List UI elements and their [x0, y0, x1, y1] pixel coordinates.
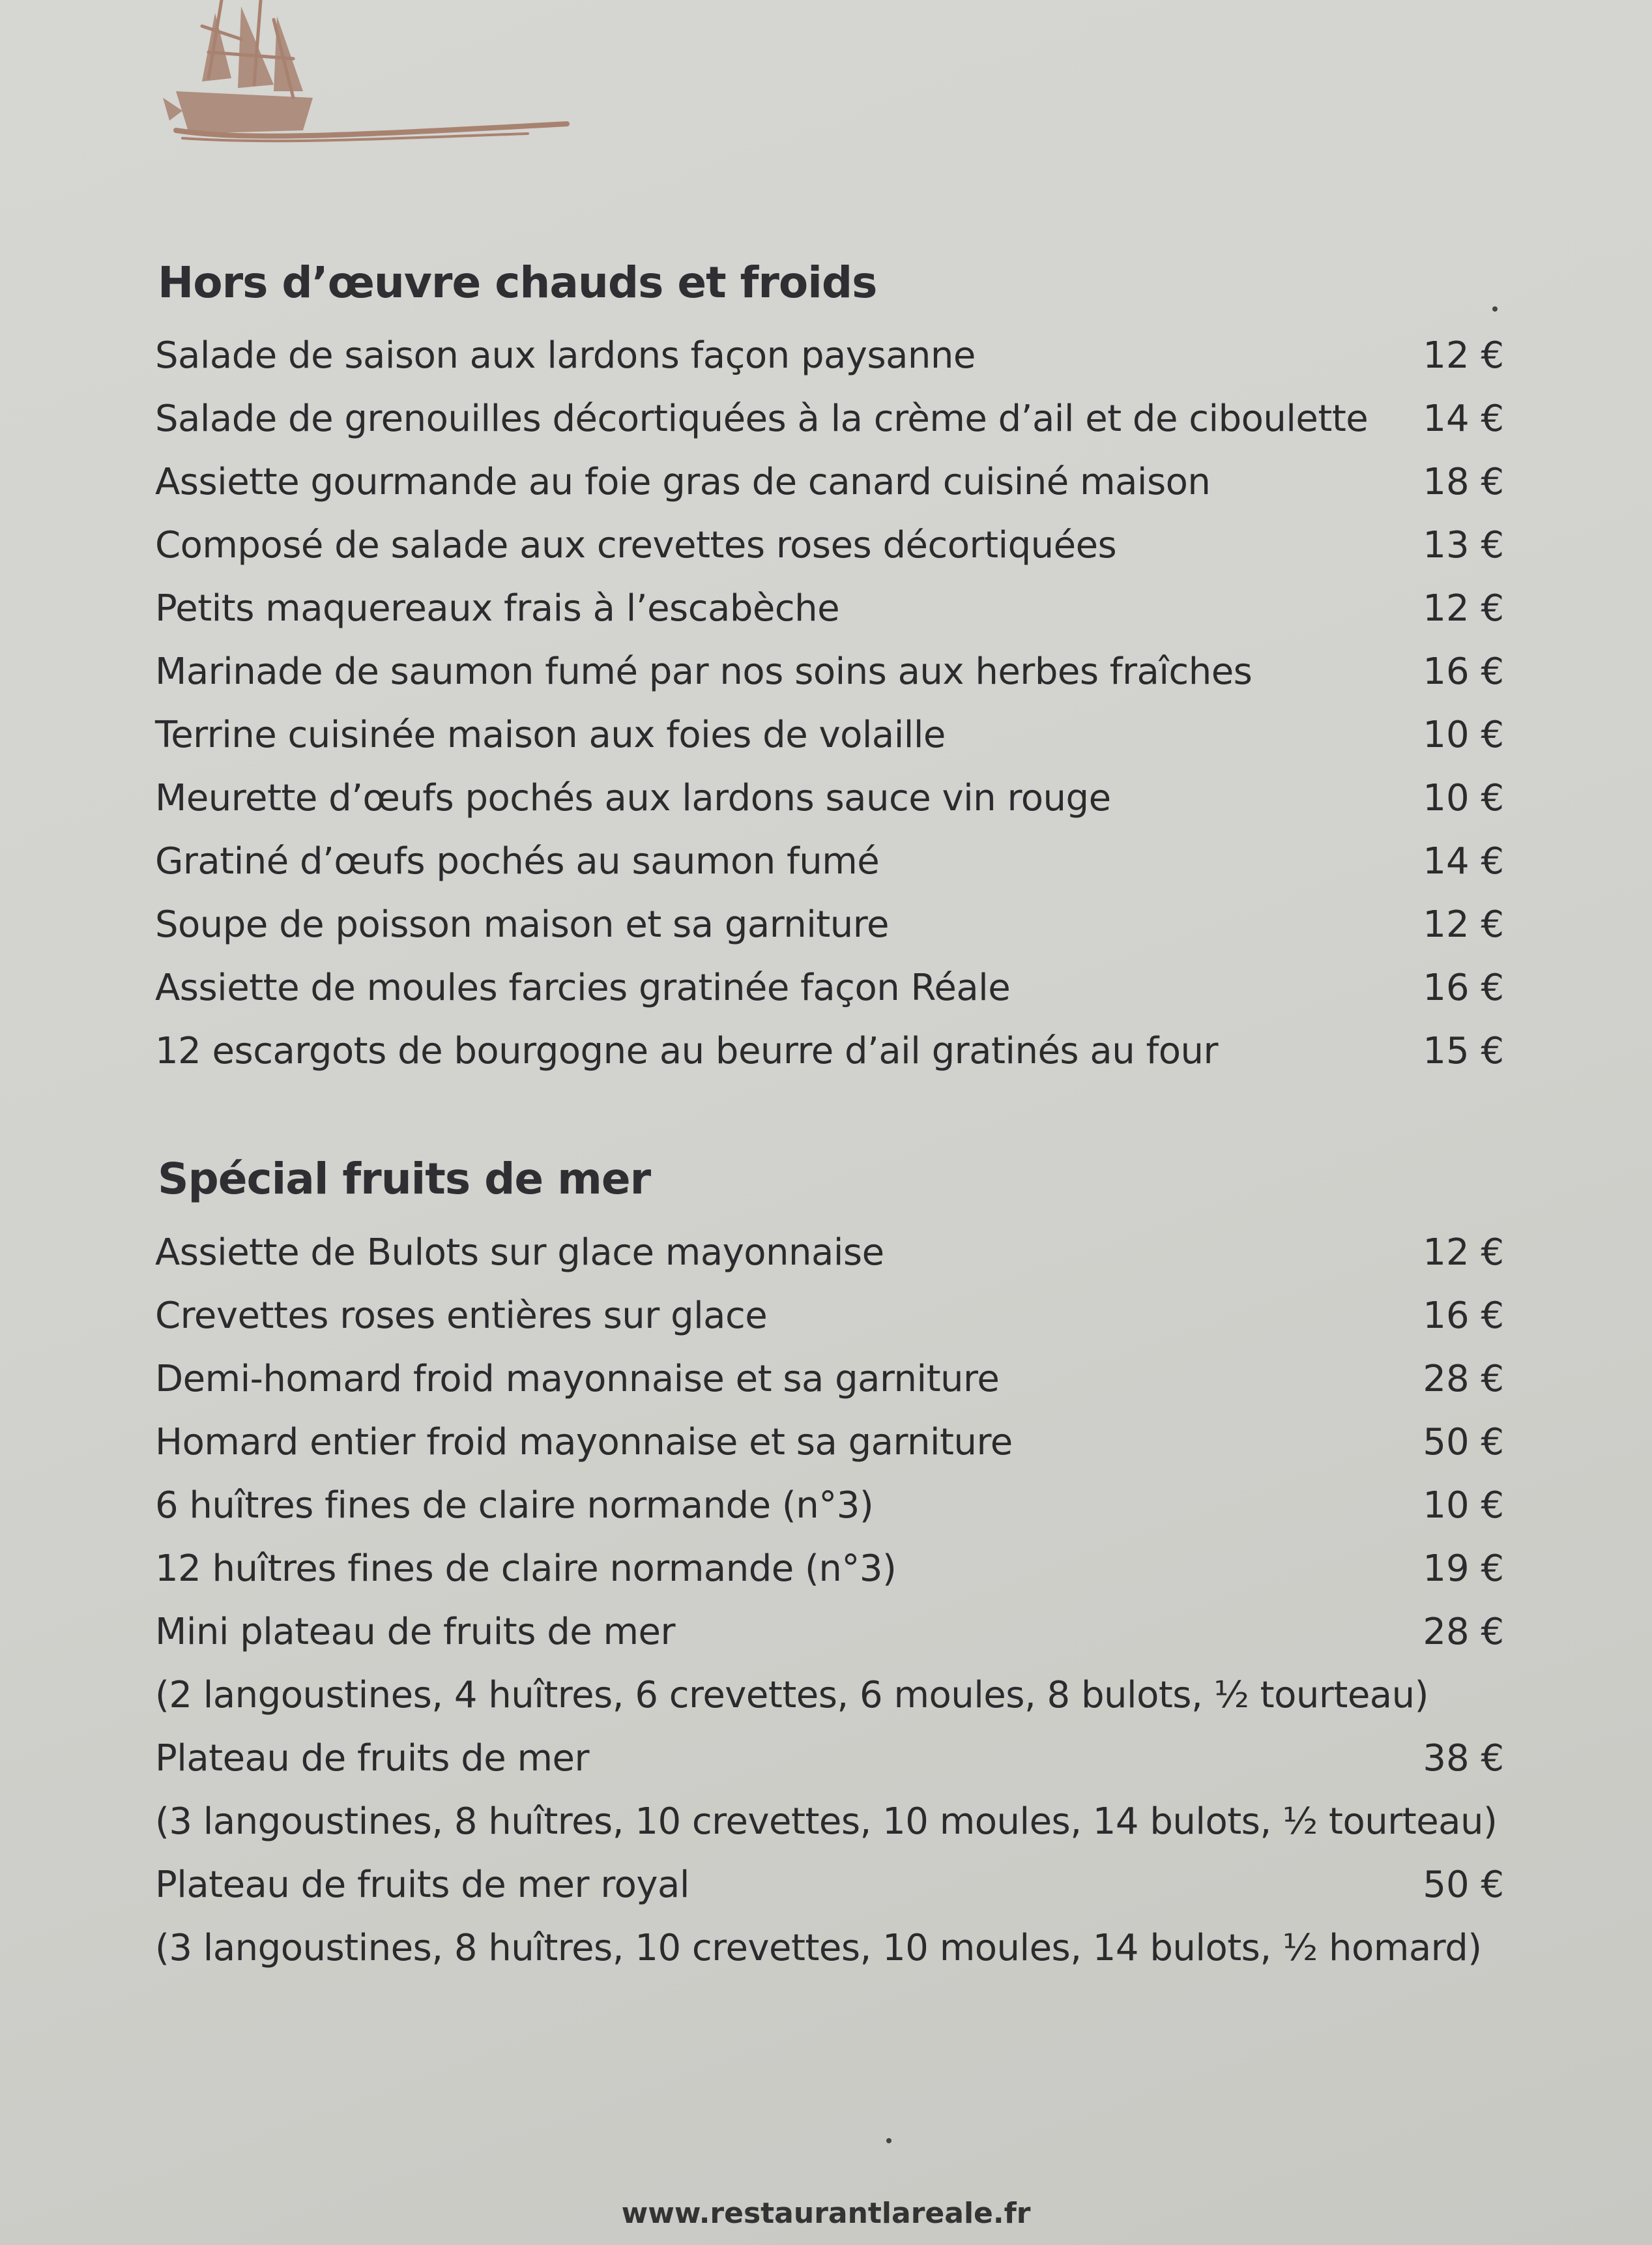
menu-item [155, 1284, 1504, 1347]
menu-item [155, 1727, 1504, 1790]
menu-item [155, 577, 1504, 640]
menu-item [155, 1221, 1504, 1284]
item-name: 12 escargots de bourgogne au beurre d’ail gratinés au four [155, 1030, 1219, 1072]
ship-sketch-icon [163, 0, 587, 156]
item-name: Plateau de fruits de mer [155, 1737, 590, 1780]
ink-dot [1492, 306, 1498, 312]
item-name: 6 huîtres fines de claire normande (n°3) [155, 1484, 874, 1527]
item-price: 18 € [1423, 461, 1504, 503]
item-name: Assiette de moules farcies gratinée façon Réale [155, 967, 1011, 1009]
item-price: 28 € [1423, 1611, 1504, 1653]
item-price: 12 € [1423, 903, 1504, 946]
item-name: Salade de saison aux lardons façon paysanne [155, 334, 976, 377]
menu-list-hors-doeuvre [155, 324, 1504, 1083]
menu-list-fruits-de-mer [155, 1221, 1504, 1980]
item-name: Demi-homard froid mayonnaise et sa garniture [155, 1358, 1000, 1400]
item-price: 38 € [1423, 1737, 1504, 1780]
menu-item [155, 387, 1504, 450]
item-name: Salade de grenouilles décortiquées à la crème d’ail et de ciboulette [155, 398, 1369, 440]
item-name: Marinade de saumon fumé par nos soins aux herbes fraîches [155, 651, 1253, 693]
item-name: Assiette de Bulots sur glace mayonnaise [155, 1231, 884, 1274]
item-price: 28 € [1423, 1358, 1504, 1400]
menu-item [155, 893, 1504, 956]
item-price: 10 € [1423, 714, 1504, 756]
item-price: 16 € [1423, 651, 1504, 693]
menu-item [155, 450, 1504, 514]
menu-item [155, 767, 1504, 830]
item-detail: (3 langoustines, 8 huîtres, 10 crevettes, 10 moules, 14 bulots, ½ tourteau) [155, 1800, 1498, 1843]
ink-dot [886, 2138, 891, 2143]
section-title-hors-doeuvre: Hors d’œuvre chauds et froids [158, 257, 877, 308]
item-name: Assiette gourmande au foie gras de canard cuisiné maison [155, 461, 1211, 503]
ship-logo [163, 0, 587, 156]
item-name: Terrine cuisinée maison aux foies de volaille [155, 714, 946, 756]
website-footer[interactable]: www.restaurantlareale.fr [621, 2197, 1031, 2230]
menu-item [155, 1411, 1504, 1474]
menu-item [155, 324, 1504, 387]
item-price: 12 € [1423, 587, 1504, 630]
menu-item [155, 830, 1504, 893]
menu-item [155, 1537, 1504, 1600]
item-name: Petits maquereaux frais à l’escabèche [155, 587, 840, 630]
item-price: 10 € [1423, 777, 1504, 819]
item-price: 50 € [1423, 1864, 1504, 1906]
item-name: 12 huîtres fines de claire normande (n°3) [155, 1548, 897, 1590]
menu-item-detail [155, 1790, 1504, 1853]
item-name: Mini plateau de fruits de mer [155, 1611, 676, 1653]
item-detail: (3 langoustines, 8 huîtres, 10 crevettes, 10 moules, 14 bulots, ½ homard) [155, 1927, 1482, 1969]
item-price: 16 € [1423, 1295, 1504, 1337]
menu-item [155, 956, 1504, 1020]
menu-item [155, 640, 1504, 703]
item-name: Soupe de poisson maison et sa garniture [155, 903, 889, 946]
menu-item [155, 1020, 1504, 1083]
menu-item [155, 703, 1504, 767]
item-price: 13 € [1423, 524, 1504, 566]
item-price: 12 € [1423, 1231, 1504, 1274]
item-price: 12 € [1423, 334, 1504, 377]
menu-item [155, 1853, 1504, 1916]
item-price: 19 € [1423, 1548, 1504, 1590]
item-name: Gratiné d’œufs pochés au saumon fumé [155, 840, 880, 883]
item-name: Homard entier froid mayonnaise et sa garniture [155, 1421, 1013, 1463]
menu-item [155, 514, 1504, 577]
item-detail: (2 langoustines, 4 huîtres, 6 crevettes, 6 moules, 8 bulots, ½ tourteau) [155, 1674, 1428, 1716]
section-title-fruits-de-mer: Spécial fruits de mer [158, 1154, 651, 1204]
item-price: 14 € [1423, 840, 1504, 883]
item-price: 10 € [1423, 1484, 1504, 1527]
item-price: 15 € [1423, 1030, 1504, 1072]
item-name: Plateau de fruits de mer royal [155, 1864, 689, 1906]
item-price: 14 € [1423, 398, 1504, 440]
item-name: Meurette d’œufs pochés aux lardons sauce vin rouge [155, 777, 1111, 819]
item-price: 50 € [1423, 1421, 1504, 1463]
item-price: 16 € [1423, 967, 1504, 1009]
menu-item-detail [155, 1664, 1504, 1727]
menu-item [155, 1474, 1504, 1537]
menu-item [155, 1600, 1504, 1664]
menu-item-detail [155, 1916, 1504, 1980]
item-name: Crevettes roses entières sur glace [155, 1295, 768, 1337]
menu-item [155, 1347, 1504, 1411]
item-name: Composé de salade aux crevettes roses décortiquées [155, 524, 1117, 566]
